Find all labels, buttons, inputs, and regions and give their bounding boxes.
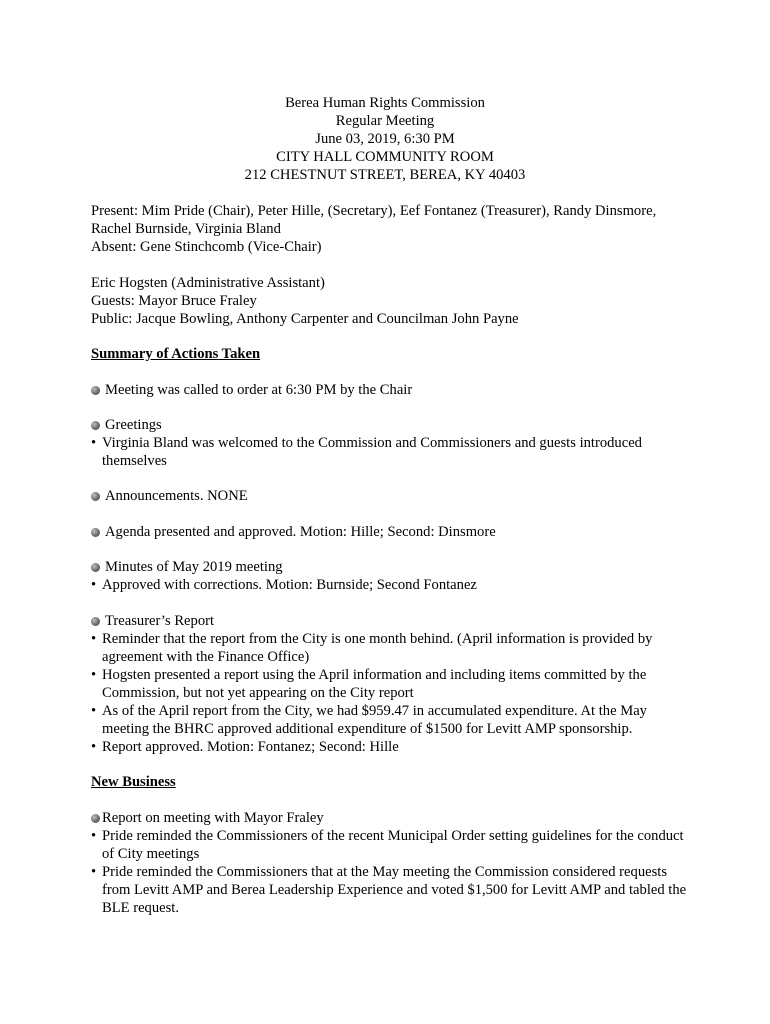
list-item [91, 827, 691, 863]
guests-line: Guests: Mayor Bruce Fraley [91, 293, 257, 309]
summary-heading-block [91, 345, 691, 363]
bullet-dot-icon [91, 563, 100, 572]
mayor-bullet-2: Pride reminded the Commissioners that at the May meeting the Commission considered requests from Levitt AMP and Berea Leadership Experience and voted $1,500 for Levitt AMP and tabled the BLE request. [102, 864, 687, 916]
staff-line: Eric Hogsten (Administrative Assistant) [91, 275, 325, 291]
bullet-glyph: • [91, 864, 97, 880]
treasurer-bullet-4: Report approved. Motion: Fontanez; Second: Hille [102, 739, 399, 755]
treasurer-item [91, 612, 691, 756]
bullet-glyph: • [91, 435, 97, 451]
bullet-dot-icon [91, 617, 100, 626]
meeting-header [0, 94, 770, 184]
list-item [91, 666, 691, 702]
org-name: Berea Human Rights Commission [285, 95, 485, 111]
mayor-bullet-1: Pride reminded the Commissioners of the recent Municipal Order setting guidelines for the conduct of City meetings [102, 828, 684, 862]
public-line: Public: Jacque Bowling, Anthony Carpenter and Councilman John Payne [91, 311, 519, 327]
bullet-glyph: • [91, 667, 97, 683]
treasurer-bullet-1: Reminder that the report from the City is one month behind. (April information is provided by agreement with the Finance Office) [102, 631, 653, 665]
meeting-date-time: June 03, 2019, 6:30 PM [315, 131, 455, 147]
list-item [91, 863, 691, 917]
bullet-dot-icon [91, 814, 100, 823]
bullet-dot-icon [91, 528, 100, 537]
call-to-order-item [91, 381, 691, 399]
new-business-heading: New Business [91, 774, 176, 790]
bullet-glyph: • [91, 631, 97, 647]
list-item [91, 434, 691, 470]
list-item [91, 702, 691, 738]
meeting-address: 212 CHESTNUT STREET, BEREA, KY 40403 [244, 167, 526, 183]
bullet-dot-icon [91, 421, 100, 430]
present-line-2: Rachel Burnside, Virginia Bland [91, 221, 281, 237]
treasurer-bullet-2: Hogsten presented a report using the April information and including items committed by the Commission, but not yet appearing on the City report [102, 667, 647, 701]
greetings-bullet-1: Virginia Bland was welcomed to the Commission and Commissioners and guests introduced themselves [102, 435, 642, 469]
mayor-meeting-item [91, 809, 691, 917]
absent-line: Absent: Gene Stinchcomb (Vice-Chair) [91, 239, 322, 255]
list-item [91, 576, 691, 594]
list-item [91, 738, 691, 756]
bullet-glyph: • [91, 739, 97, 755]
call-to-order-text: Meeting was called to order at 6:30 PM by the Chair [105, 382, 413, 398]
new-business-heading-block [91, 773, 691, 791]
minutes-item [91, 558, 691, 594]
list-item [91, 630, 691, 666]
treasurer-bullet-3: As of the April report from the City, we had $959.47 in accumulated expenditure. At the May meeting the BHRC approved additional expenditure of $1500 for Levitt AMP sponsorship. [102, 703, 647, 737]
others-section [91, 274, 691, 328]
bullet-glyph: • [91, 703, 97, 719]
announcements-item [91, 487, 691, 505]
bullet-dot-icon [91, 386, 100, 395]
announcements-text: Announcements. NONE [105, 488, 248, 504]
greetings-item [91, 416, 691, 470]
mayor-meeting-title: Report on meeting with Mayor Fraley [102, 810, 324, 826]
greetings-title: Greetings [105, 417, 162, 433]
meeting-type: Regular Meeting [335, 113, 435, 129]
bullet-dot-icon [91, 492, 100, 501]
bullet-glyph: • [91, 828, 97, 844]
summary-heading: Summary of Actions Taken [91, 346, 261, 362]
bullet-glyph: • [91, 577, 97, 593]
minutes-bullet-1: Approved with corrections. Motion: Burnside; Second Fontanez [102, 577, 477, 593]
present-line-1: Present: Mim Pride (Chair), Peter Hille, (Secretary), Eef Fontanez (Treasurer), Randy Dinsmore, [91, 203, 657, 219]
meeting-location: CITY HALL COMMUNITY ROOM [276, 149, 494, 165]
treasurer-title: Treasurer’s Report [105, 613, 215, 629]
agenda-text: Agenda presented and approved. Motion: Hille; Second: Dinsmore [105, 524, 496, 540]
minutes-title: Minutes of May 2019 meeting [105, 559, 283, 575]
agenda-item [91, 523, 691, 541]
attendance-section [91, 202, 691, 256]
